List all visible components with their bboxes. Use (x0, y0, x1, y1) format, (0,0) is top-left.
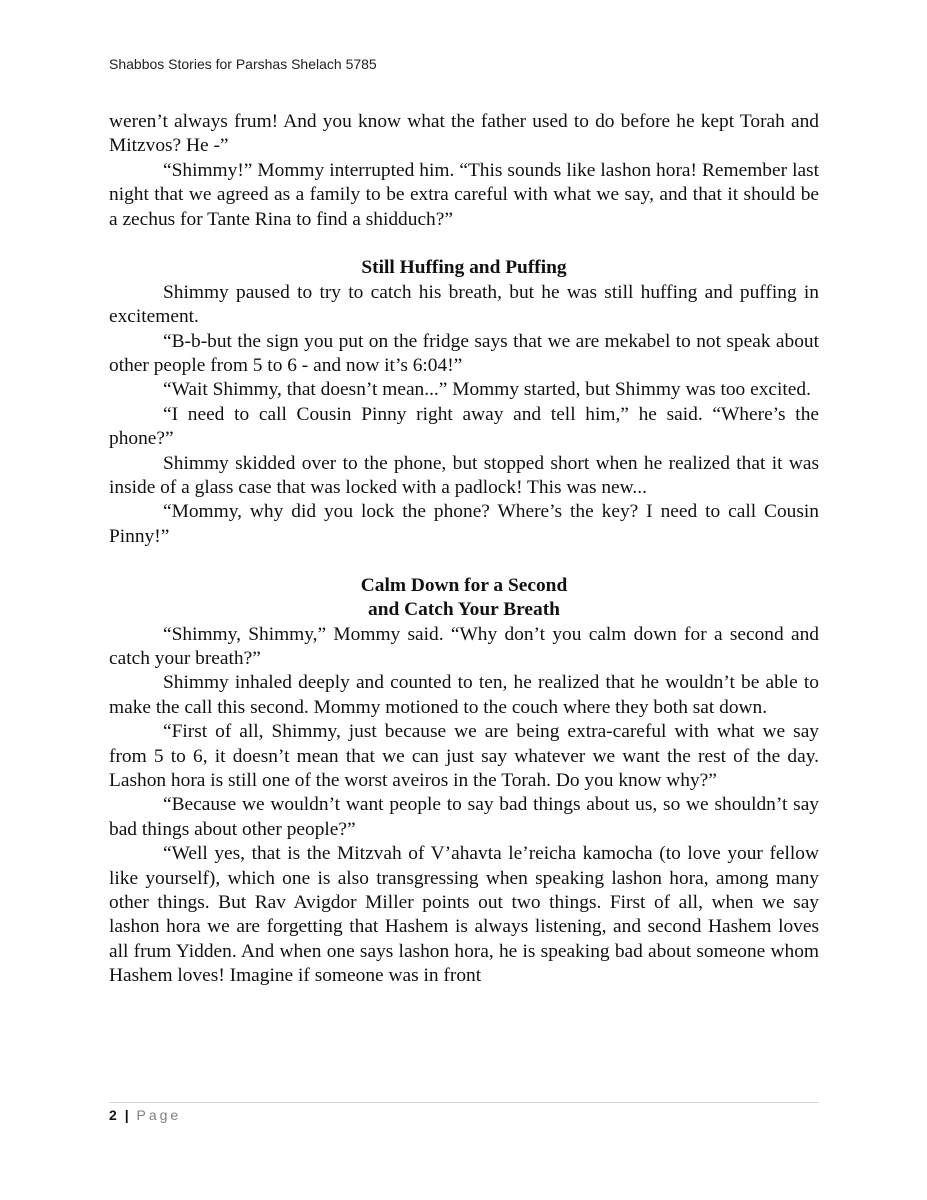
page-label: Page (136, 1107, 182, 1123)
section-heading-line-1: Calm Down for a Second (360, 574, 568, 596)
body-text (109, 110, 819, 989)
page-number: 2 (109, 1107, 119, 1123)
paragraph: Shimmy inhaled deeply and counted to ten, he realized that he wouldn’t be able to make the call this second. Mommy motioned to the couch where they both sat down. (109, 672, 819, 718)
paragraph: weren’t always frum! And you know what the father used to do before he kept Torah and Mitzvos? He -” (109, 111, 819, 157)
paragraph: Shimmy skidded over to the phone, but stopped short when he realized that it was inside of a glass case that was locked with a padlock! This was new... (109, 452, 819, 499)
spacer (109, 232, 819, 256)
paragraph: “I need to call Cousin Pinny right away and tell him,” he said. “Where’s the phone?” (109, 403, 819, 450)
section-heading-line-2: and Catch Your Breath (368, 599, 560, 621)
paragraph: “Mommy, why did you lock the phone? Where’s the key? I need to call Cousin Pinny!” (109, 501, 819, 547)
paragraph: “Shimmy!” Mommy interrupted him. “This sounds like lashon hora! Remember last night that we agreed as a family to be extra careful with what we say, and that it should be a zechus for Tante Rina to find a shidduch?” (109, 159, 819, 230)
paragraph: “Well yes, that is the Mitzvah of V’ahavta le’reicha kamocha (to love your fellow like yourself), which one is also transgressing when speaking lashon hora, among many other things. But Rav Avigdor Miller points out two things. First of all, when we say lashon hora we are forgetting that Hashem is always listening, and second Hashem loves all frum Yidden. And when one says lashon hora, he is speaking bad about someone whom Hashem loves! Imagine if someone was in front (109, 843, 819, 987)
paragraph: “Because we wouldn’t want people to say bad things about us, so we shouldn’t say bad things about other people?” (109, 794, 819, 840)
spacer (109, 549, 819, 573)
footer-divider (109, 1102, 819, 1103)
paragraph: “B-b-but the sign you put on the fridge says that we are mekabel to not speak about other people from 5 to 6 - and now it’s 6:04!” (109, 330, 819, 377)
paragraph: “Shimmy, Shimmy,” Mommy said. “Why don’t you calm down for a second and catch your breath?” (109, 623, 819, 669)
section-heading: Still Huffing and Puffing (361, 257, 567, 279)
paragraph: “Wait Shimmy, that doesn’t mean...” Mommy started, but Shimmy was too excited. (163, 379, 811, 401)
page-footer (109, 1107, 181, 1123)
paragraph: Shimmy paused to try to catch his breath, but he was still huffing and puffing in excitement. (109, 281, 819, 328)
footer-separator: | (124, 1107, 131, 1123)
running-header: Shabbos Stories for Parshas Shelach 5785 (109, 56, 377, 72)
paragraph: “First of all, Shimmy, just because we are being extra-careful with what we say from 5 to 6, it doesn’t mean that we can just say whatever we want the rest of the day. Lashon hora is still one of the worst aveiros in the Torah. Do you know why?” (109, 721, 819, 791)
